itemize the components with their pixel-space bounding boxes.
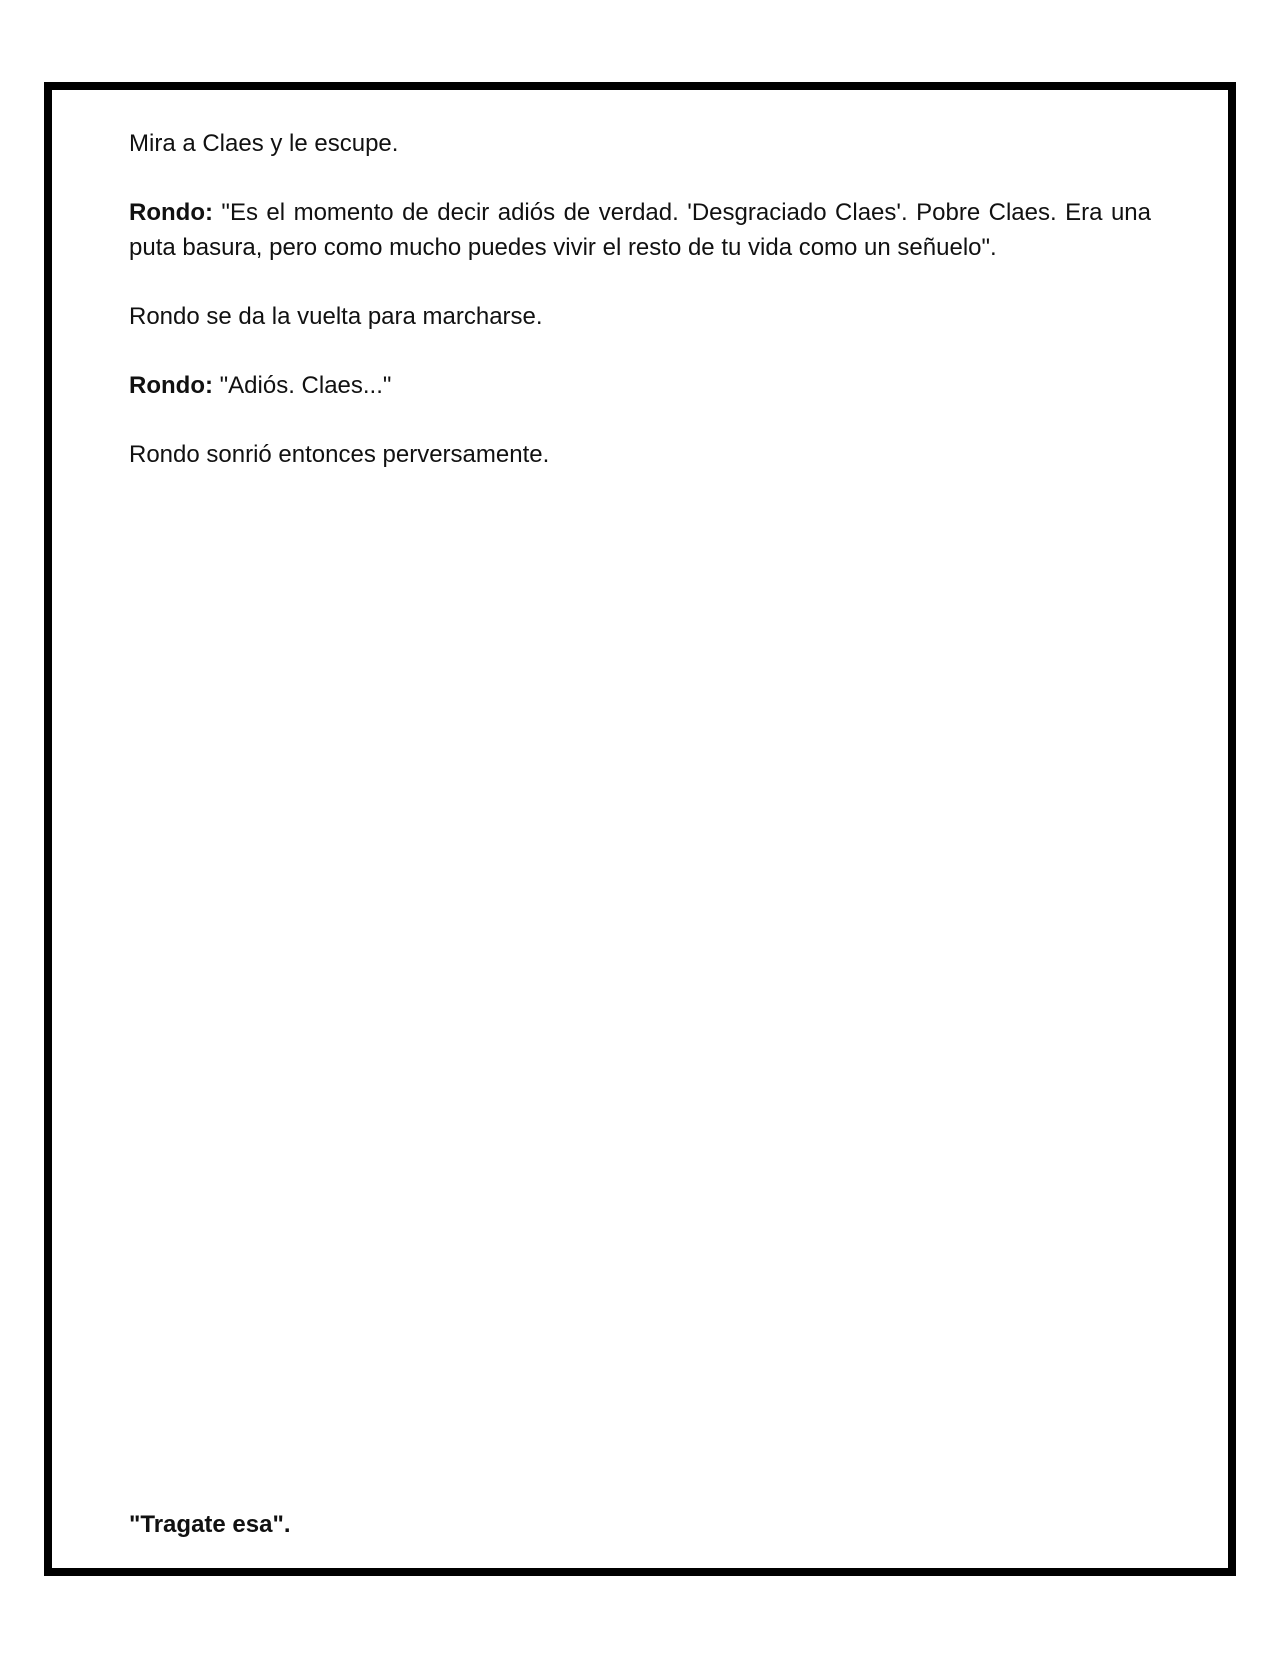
- action-line: [129, 126, 1151, 161]
- dialogue-text: "Adiós. Claes...": [212, 372, 392, 399]
- dialogue-text: "Es el momento de decir adiós de verdad. 'Desgraciado Claes'. Pobre Claes. Era una puta basura, pero como mucho puedes vivir el resto de tu vida como un señuelo".: [129, 199, 1151, 261]
- dialogue-line: [129, 195, 1151, 265]
- action-text: Rondo sonrió entonces perversamente.: [129, 441, 550, 468]
- dialogue-line: [129, 368, 1151, 403]
- speaker-name: Rondo:: [129, 199, 213, 226]
- action-line: [129, 437, 1151, 472]
- action-text: Mira a Claes y le escupe.: [129, 130, 399, 157]
- closing-line: "Tragate esa".: [129, 1511, 291, 1538]
- script-body: [129, 126, 1151, 506]
- action-line: [129, 299, 1151, 334]
- action-text: Rondo se da la vuelta para marcharse.: [129, 303, 543, 330]
- speaker-name: Rondo:: [129, 372, 213, 399]
